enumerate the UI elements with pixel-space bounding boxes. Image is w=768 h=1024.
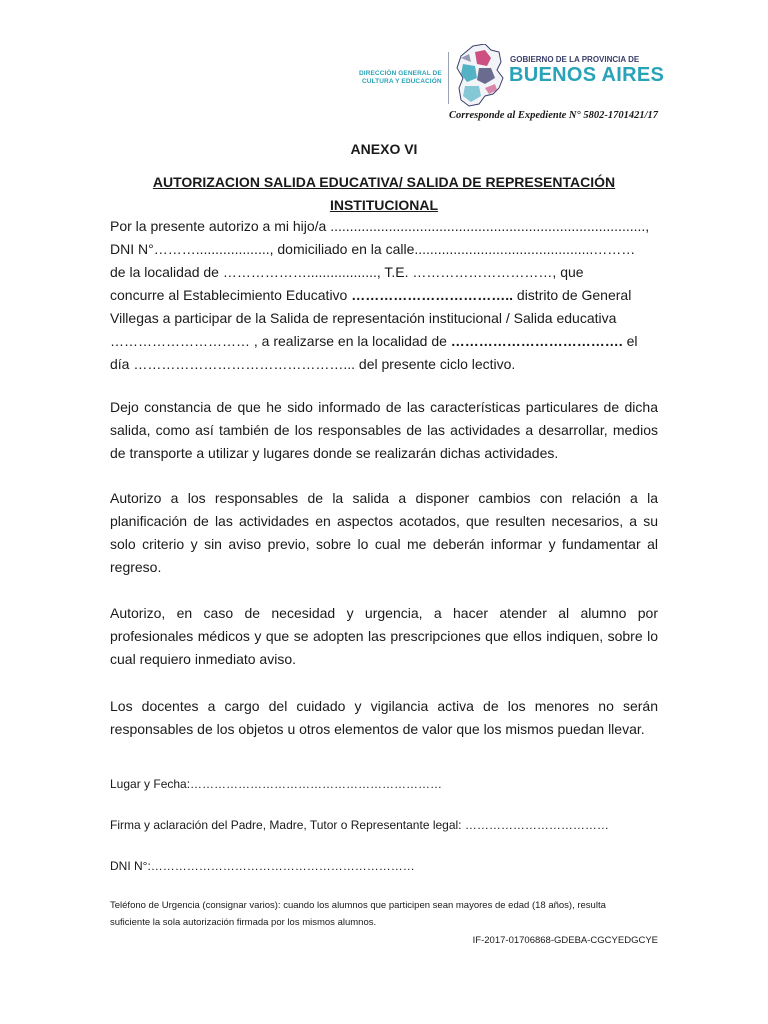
footnote-line-1: Teléfono de Urgencia (consignar varios): cuando los alumnos que participen sean mayores de edad (18 años), resulta [110, 900, 606, 911]
paragraph-line: responsables de los objetos u otros elementos de valor que los mismos puedan llevar. [110, 721, 645, 737]
paragraph-line: solo criterio y sin aviso previo, sobre lo cual me deberán informar y fundamentar al [110, 536, 658, 552]
school-blank: …………………………….. [351, 287, 514, 303]
paragraph-line: Autorizo, en caso de necesidad y urgencia, a hacer atender al alumno por [110, 605, 658, 621]
paragraph-line: regreso. [110, 559, 162, 575]
paragraph-line: profesionales médicos y que se adopten las prescripciones que ellos indiquen, sobre lo [110, 628, 658, 644]
paragraph-line: Autorizo a los responsables de la salida a disponer cambios con relación a la [110, 490, 658, 506]
signature-field: Firma y aclaración del Padre, Madre, Tutor o Representante legal: ……………………………… [110, 818, 609, 832]
form-text: distrito de General [513, 287, 632, 303]
document-reference-id: IF-2017-01706868-GDEBA-CGCYEDGCYE [472, 935, 658, 946]
form-line-child-name: Por la presente autorizo a mi hijo/a ................................................................................., [110, 218, 650, 234]
document-title-line-1: AUTORIZACION SALIDA EDUCATIVA/ SALIDA DE REPRESENTACIÓN [152, 174, 616, 190]
dgce-line-1: DIRECCIÓN GENERAL DE [359, 70, 442, 77]
locality-blank: ………………………………. [450, 333, 623, 349]
paragraph-line: cual requiero inmediato aviso. [110, 651, 296, 667]
place-date-field: Lugar y Fecha:……………………………………………………… [110, 777, 443, 791]
paragraph-line: salida, como así también de los responsables de las actividades a desarrollar, medios [110, 422, 658, 438]
form-line-outing-type: Villegas a participar de la Salida de representación institucional / Salida educativa [110, 310, 617, 326]
emergency-footnote [110, 897, 658, 931]
paragraph-line: de transporte a utilizar y lugares donde se realizarán dichas actividades. [110, 445, 559, 461]
form-text: el [622, 333, 638, 349]
annex-title: ANEXO VI [350, 141, 418, 157]
gobierno-label: GOBIERNO DE LA PROVINCIA DE [510, 55, 640, 64]
form-line-dni-address: DNI N°………..................., domiciliado en la calle..............................................……… [110, 241, 636, 257]
buenos-aires-label: BUENOS AIRES [509, 64, 665, 86]
document-title-line-2: INSTITUCIONAL [329, 197, 439, 213]
form-line-locality-phone: de la localidad de ……………….................., T.E. …………………………, que [110, 264, 584, 280]
paragraph-responsibility [110, 695, 658, 741]
form-line-locality [110, 333, 658, 349]
header-divider [448, 52, 449, 104]
paragraph-informed [110, 396, 658, 465]
form-text: ………………………… , a realizarse en la localidad de [110, 333, 451, 349]
buenos-aires-province-map-icon [455, 44, 505, 108]
form-line-date: día ………………………………………... del presente ciclo lectivo. [110, 356, 516, 372]
dni-field: DNI N°:………………………………………………………… [110, 859, 415, 873]
footnote-line-2: suficiente la sola autorización firmada por los mismos alumnos. [110, 917, 377, 928]
paragraph-line: Los docentes a cargo del cuidado y vigilancia activa de los menores no serán [110, 698, 658, 714]
dgce-line-2: CULTURA Y EDUCACIÓN [362, 78, 442, 85]
expediente-reference: Corresponde al Expediente N° 5802-1701421/17 [449, 110, 658, 121]
form-line-school [110, 287, 658, 303]
form-text: concurre al Establecimiento Educativo [110, 287, 352, 303]
paragraph-changes [110, 487, 658, 579]
paragraph-line: Dejo constancia de que he sido informado de las características particulares de dicha [110, 399, 658, 415]
paragraph-medical [110, 602, 658, 671]
paragraph-line: planificación de las actividades en aspectos acotados, que resulten necesarios, a su [110, 513, 658, 529]
